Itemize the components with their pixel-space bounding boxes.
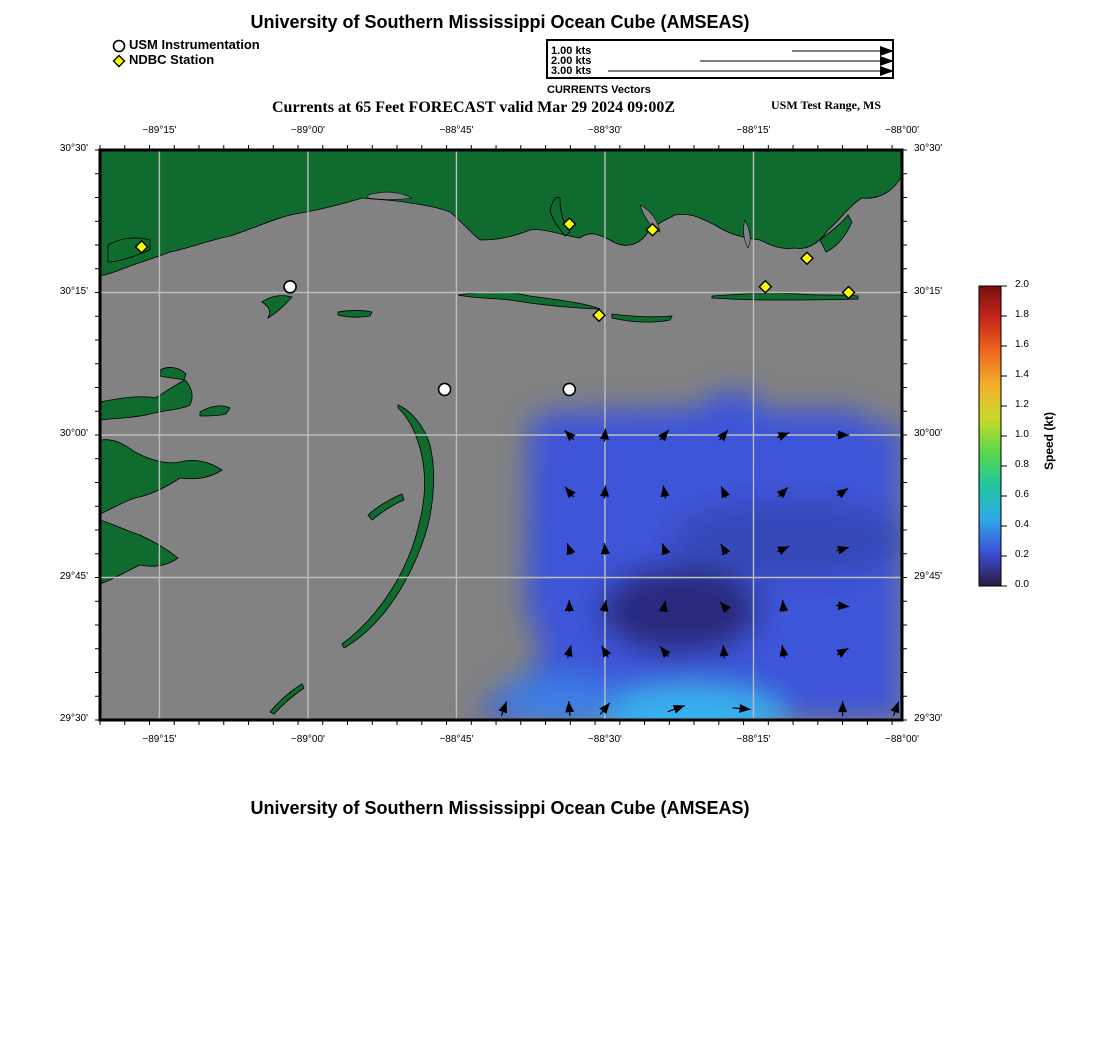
lon-label-top-0: −89°15' <box>142 125 177 136</box>
colorbar-tick-label: 0.0 <box>1015 579 1029 590</box>
colorbar-tick-label: 1.4 <box>1015 369 1029 380</box>
vector-key-label-2: 2.00 kts <box>551 55 592 67</box>
colorbar-tick-label: 1.8 <box>1015 309 1029 320</box>
colorbar-tick-label: 0.4 <box>1015 519 1029 530</box>
usm-station-marker <box>284 281 296 293</box>
lon-label-top-5: −88°00' <box>885 125 919 136</box>
lon-label-top-2: −88°45' <box>439 125 474 136</box>
legend-usm-label: USM Instrumentation <box>129 37 260 52</box>
lon-label-top-4: −88°15' <box>736 125 771 136</box>
lon-label-bottom-4: −88°15' <box>736 734 771 745</box>
lat-label-left-1: 30°15' <box>59 285 88 297</box>
current-speed-field <box>475 392 910 745</box>
lat-label-right-1: 30°15' <box>914 285 943 297</box>
colorbar-tick-label: 0.8 <box>1015 459 1029 470</box>
usm-station-marker <box>563 383 575 395</box>
lon-label-bottom-1: −89°00' <box>290 734 325 745</box>
map-title: University of Southern Mississippi Ocean Cube (AMSEAS) <box>250 12 750 32</box>
colorbar-tick-label: 0.6 <box>1015 489 1029 500</box>
colorbar-tick-label: 1.6 <box>1015 339 1029 350</box>
colorbar-tick-label: 2.0 <box>1015 279 1029 290</box>
usm-station-marker <box>439 383 451 395</box>
lon-label-top-1: −89°00' <box>290 125 325 136</box>
lon-label-bottom-2: −88°45' <box>439 734 474 745</box>
lat-label-left-0: 30°30' <box>59 143 88 154</box>
lat-label-left-4: 29°30' <box>59 713 88 724</box>
legend-ndbc-label: NDBC Station <box>129 52 215 67</box>
lon-label-bottom-0: −89°15' <box>142 734 177 745</box>
lat-label-left-3: 29°45' <box>59 570 88 582</box>
colorbar-tick-label: 1.2 <box>1015 399 1029 410</box>
colorbar-tick-label: 0.2 <box>1015 549 1029 560</box>
colorbar-title: Speed (kt) <box>1042 411 1056 470</box>
vector-key-label-3: 3.00 kts <box>551 65 592 77</box>
forecast-subtitle: Currents at 65 Feet FORECAST valid Mar 29 2024 09:00Z <box>272 99 676 116</box>
barrier-island-ship <box>338 311 372 318</box>
lat-label-left-2: 30°00' <box>59 428 88 439</box>
vector-key-caption: CURRENTS Vectors <box>547 84 651 96</box>
lon-label-bottom-3: −88°30' <box>587 734 622 745</box>
lat-label-right-0: 30°30' <box>914 143 943 154</box>
lat-label-right-3: 29°45' <box>914 570 943 582</box>
colorbar-tick-label: 1.0 <box>1015 429 1029 440</box>
lon-label-top-3: −88°30' <box>587 125 622 136</box>
vector-key-label-1: 1.00 kts <box>551 45 592 57</box>
colorbar-gradient <box>979 286 1001 586</box>
lon-label-bottom-5: −88°00' <box>885 734 919 745</box>
lat-label-right-2: 30°00' <box>914 428 943 439</box>
colorbar <box>975 280 1015 592</box>
lat-label-right-4: 29°30' <box>914 713 943 724</box>
map-title-bottom: University of Southern Mississippi Ocean Cube (AMSEAS) <box>250 798 750 818</box>
test-range-label: USM Test Range, MS <box>771 98 882 112</box>
